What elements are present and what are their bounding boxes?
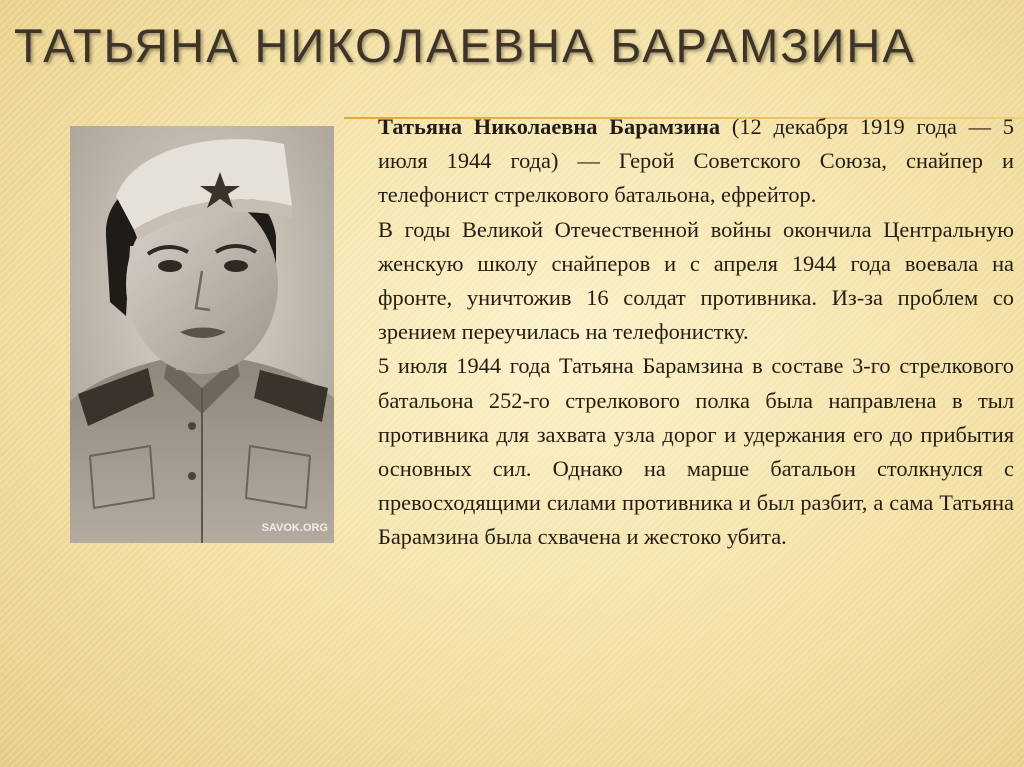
- biography-text: [378, 110, 1014, 555]
- paragraph-death: 5 июля 1944 года Татьяна Барамзина в составе 3-го стрелкового батальона 252-го стрелкового полка была направлена в тыл противника для захвата узла дорог и удержания его до прибытия основных сил. Однако на марше батальон столкнулся с превосходящими силами противника и был разбит, а сама Татьяна Барамзина была схвачена и жестоко убита.: [378, 353, 1014, 550]
- photo-watermark: SAVOK.ORG: [261, 522, 328, 534]
- paragraph-intro-text: (12 декабря 1919 года — 5 июля 1944 года) — Герой Советского Союза, снайпер и телефонист стрелкового батальона, ефрейтор.: [378, 114, 1014, 208]
- slide-title: ТАТЬЯНА НИКОЛАЕВНА БАРАМЗИНА: [14, 19, 916, 72]
- paragraph-intro: [378, 110, 1014, 213]
- portrait-photo: [70, 126, 334, 543]
- person-name: Татьяна Николаевна Барамзина: [378, 114, 721, 139]
- paragraph-war-service: В годы Великой Отечественной войны окончила Центральную женскую школу снайперов и с апреля 1944 года воевала на фронте, уничтожив 16 солдат противника. Из-за проблем со зрением переучилась на телефонистку.: [378, 216, 1014, 345]
